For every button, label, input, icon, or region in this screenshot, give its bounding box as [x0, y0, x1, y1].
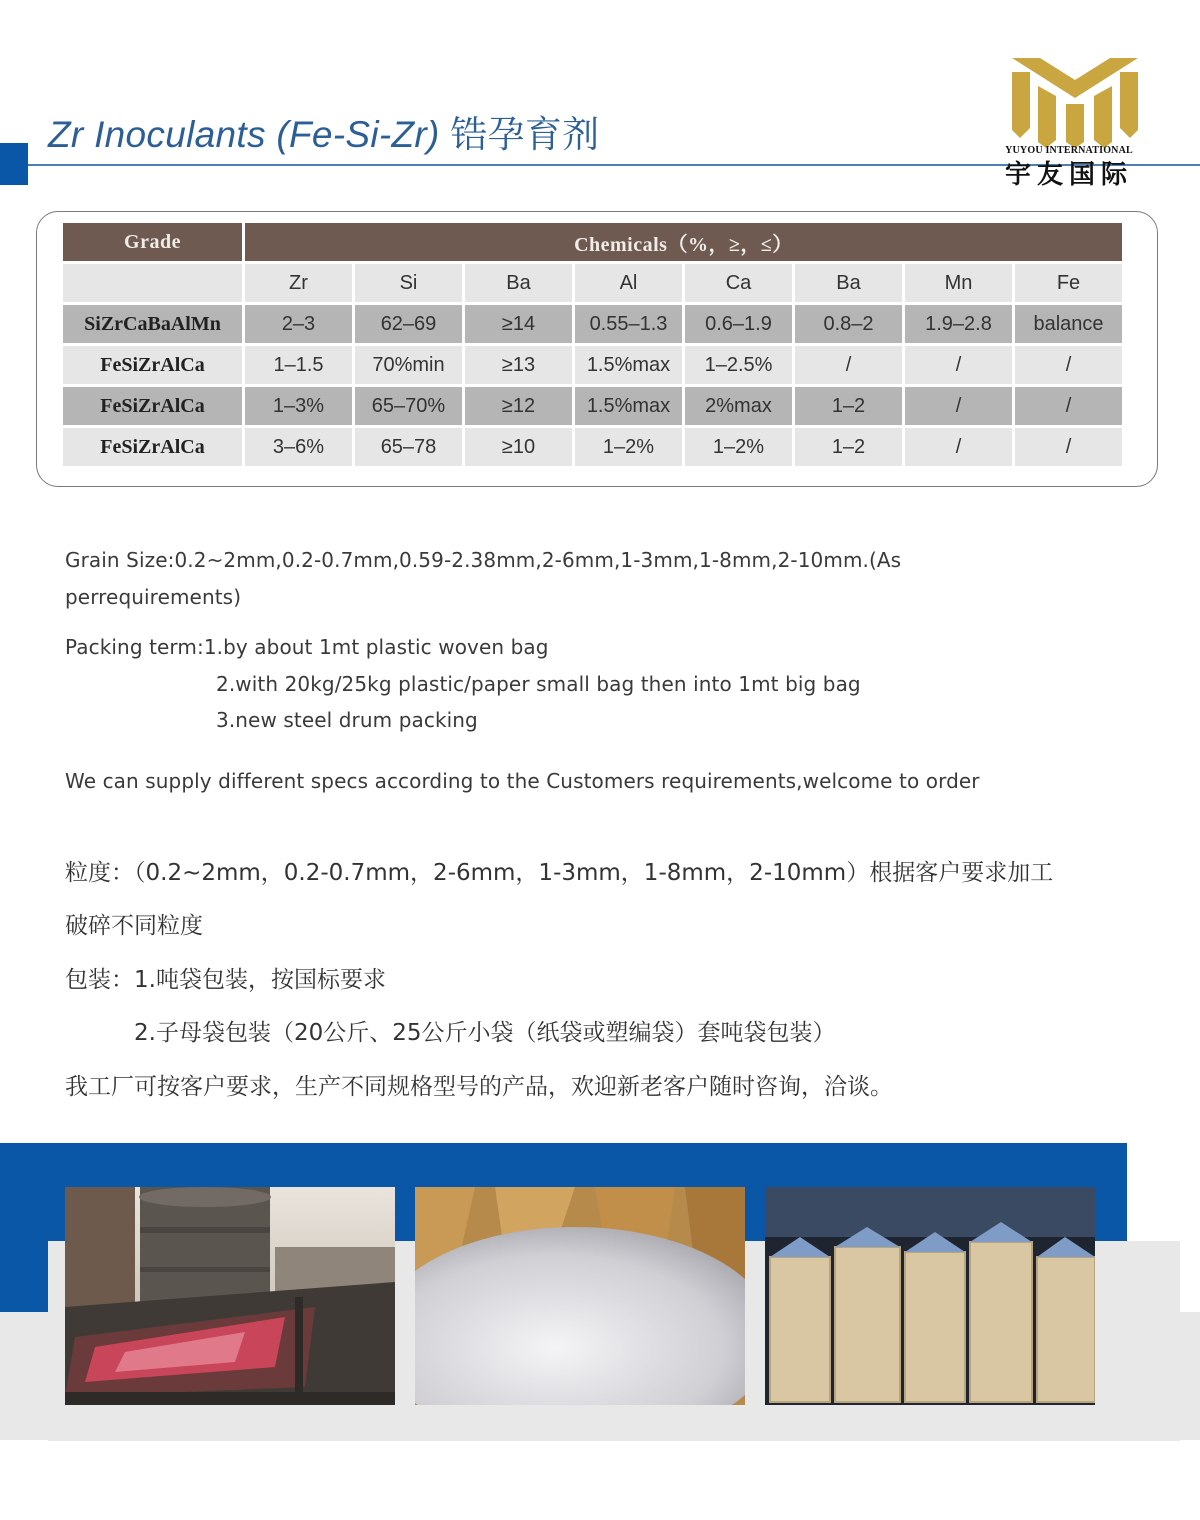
- grain-size-cn-line1: 粒度：（0.2~2mm，0.2-0.7mm，2-6mm，1-3mm，1-8mm，2-10mm）根据客户要求加工: [65, 860, 1054, 886]
- value-cell: /: [905, 428, 1012, 466]
- powder-product-photo: [415, 1187, 745, 1405]
- value-cell: /: [1015, 387, 1122, 425]
- value-cell: 3–6%: [245, 428, 352, 466]
- value-cell: 1–1.5: [245, 346, 352, 384]
- value-cell: /: [795, 346, 902, 384]
- value-cell: 65–70%: [355, 387, 462, 425]
- packing-cn-2: 2.子母袋包装（20公斤、25公斤小袋（纸袋或塑编袋）套吨袋包装）: [134, 1020, 836, 1046]
- grade-cell: SiZrCaBaAlMn: [63, 305, 242, 343]
- spec-table: [60, 220, 1125, 469]
- value-cell: 2%max: [685, 387, 792, 425]
- table-row: [63, 387, 1122, 425]
- supply-cn: 我工厂可按客户要求，生产不同规格型号的产品，欢迎新老客户随时咨询，洽谈。: [65, 1074, 893, 1100]
- page-title-en: Zr Inoculants (Fe-Si-Zr): [48, 114, 440, 155]
- column-header: Ca: [685, 264, 792, 302]
- furnace-casting-photo: [65, 1187, 395, 1405]
- packing-cn-1: 包装：1.吨袋包装，按国标要求: [65, 967, 386, 993]
- value-cell: 62–69: [355, 305, 462, 343]
- grade-header: Grade: [63, 223, 242, 261]
- column-header: Ba: [465, 264, 572, 302]
- value-cell: 0.55–1.3: [575, 305, 682, 343]
- column-header: Al: [575, 264, 682, 302]
- grain-size-en-line1: Grain Size:0.2~2mm,0.2-0.7mm,0.59-2.38mm,2-6mm,1-3mm,1-8mm,2-10mm.(As: [65, 548, 902, 572]
- empty-header-cell: [63, 264, 242, 302]
- value-cell: /: [905, 387, 1012, 425]
- value-cell: 1.5%max: [575, 387, 682, 425]
- packed-bags-photo: [765, 1187, 1095, 1405]
- value-cell: ≥12: [465, 387, 572, 425]
- packing-en-2: 2.with 20kg/25kg plastic/paper small bag then into 1mt big bag: [216, 672, 861, 696]
- column-header: Zr: [245, 264, 352, 302]
- table-header-row: [63, 223, 1122, 261]
- table-row: [63, 346, 1122, 384]
- grade-cell: FeSiZrAlCa: [63, 387, 242, 425]
- grain-size-en-line2: perrequirements): [65, 585, 242, 609]
- value-cell: 0.6–1.9: [685, 305, 792, 343]
- column-header: Fe: [1015, 264, 1122, 302]
- value-cell: 1–2.5%: [685, 346, 792, 384]
- page-title-cn: 锆孕育剂: [450, 113, 600, 156]
- value-cell: ≥13: [465, 346, 572, 384]
- value-cell: 1–2: [795, 387, 902, 425]
- value-cell: balance: [1015, 305, 1122, 343]
- value-cell: 65–78: [355, 428, 462, 466]
- value-cell: 1.9–2.8: [905, 305, 1012, 343]
- title-accent-bar: [0, 143, 28, 185]
- value-cell: 2–3: [245, 305, 352, 343]
- value-cell: 0.8–2: [795, 305, 902, 343]
- grain-size-cn-line2: 破碎不同粒度: [65, 913, 203, 939]
- value-cell: 1.5%max: [575, 346, 682, 384]
- grade-cell: FeSiZrAlCa: [63, 346, 242, 384]
- logo-name-cn: 宇友国际: [1004, 160, 1133, 190]
- column-header: Mn: [905, 264, 1012, 302]
- value-cell: 1–2%: [575, 428, 682, 466]
- logo-name-en: YUYOU INTERNATIONAL: [1005, 145, 1133, 156]
- grade-cell: FeSiZrAlCa: [63, 428, 242, 466]
- supply-en: We can supply different specs according to the Customers requirements,welcome to order: [65, 769, 980, 793]
- column-header-row: [63, 264, 1122, 302]
- value-cell: 1–2: [795, 428, 902, 466]
- page-title: [48, 104, 599, 158]
- value-cell: /: [905, 346, 1012, 384]
- table-row: [63, 305, 1122, 343]
- value-cell: 70%min: [355, 346, 462, 384]
- value-cell: /: [1015, 346, 1122, 384]
- column-header: Si: [355, 264, 462, 302]
- packing-en-3: 3.new steel drum packing: [216, 708, 478, 732]
- value-cell: 1–3%: [245, 387, 352, 425]
- value-cell: ≥10: [465, 428, 572, 466]
- packing-en-1: Packing term:1.by about 1mt plastic woven bag: [65, 635, 549, 659]
- value-cell: 1–2%: [685, 428, 792, 466]
- value-cell: ≥14: [465, 305, 572, 343]
- value-cell: /: [1015, 428, 1122, 466]
- table-row: [63, 428, 1122, 466]
- column-header: Ba: [795, 264, 902, 302]
- chemicals-header: Chemicals（%，≥，≤）: [245, 223, 1122, 261]
